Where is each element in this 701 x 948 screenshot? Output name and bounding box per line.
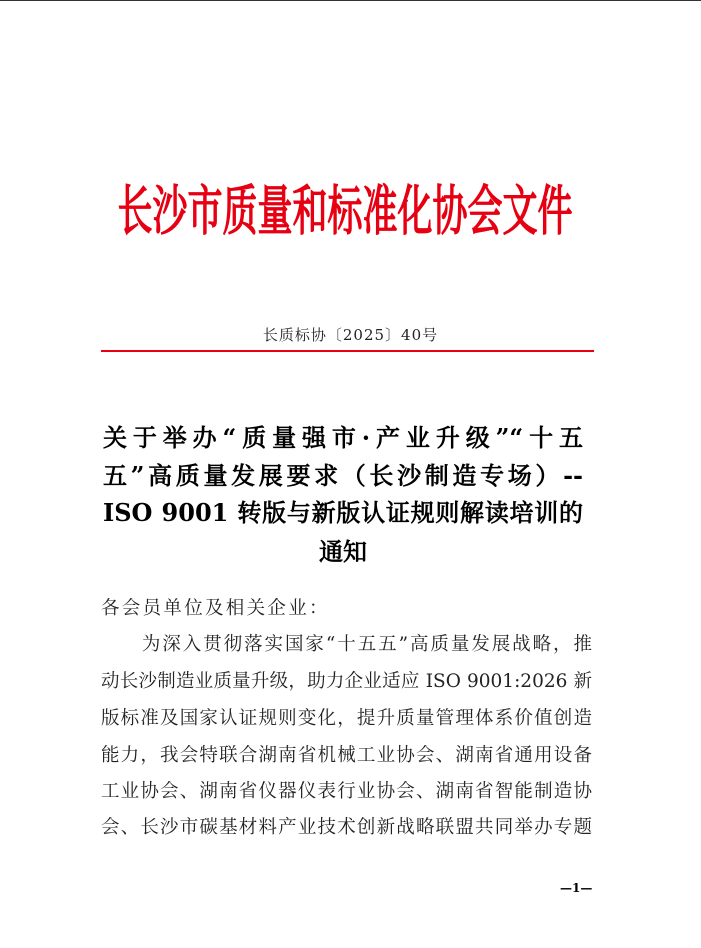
salutation: 各会员单位及相关企业： <box>101 598 330 619</box>
red-divider <box>101 350 594 352</box>
body-line: 动长沙制造业质量升级，助力企业适应 ISO 9001:2026 新 <box>101 671 592 692</box>
body-line: 为深入贯彻落实国家“十五五”高质量发展战略，推 <box>101 634 592 655</box>
body-line: 能力，我会特联合湖南省机械工业协会、湖南省通用设备 <box>101 745 592 766</box>
page-number: —1— <box>560 881 593 895</box>
body-line: 工业协会、湖南省仪器仪表行业协会、湖南省智能制造协 <box>101 781 592 802</box>
document-masthead: 长沙市质量和标准化协会文件 <box>117 179 573 244</box>
body-line: 会、长沙市碳基材料产业技术创新战略联盟共同举办专题 <box>101 817 592 838</box>
title-line: 五”高质量发展要求（长沙制造专场）-- <box>103 461 583 490</box>
title-line: 通知 <box>319 537 367 566</box>
title-line: 关于举办“质量强市·产业升级”“十五 <box>103 423 583 452</box>
title-line: ISO 9001 转版与新版认证规则解读培训的 <box>103 498 583 527</box>
document-number: 长质标协〔2025〕40号 <box>262 326 439 344</box>
body-line: 版标准及国家认证规则变化，提升质量管理体系价值创造 <box>101 708 592 729</box>
